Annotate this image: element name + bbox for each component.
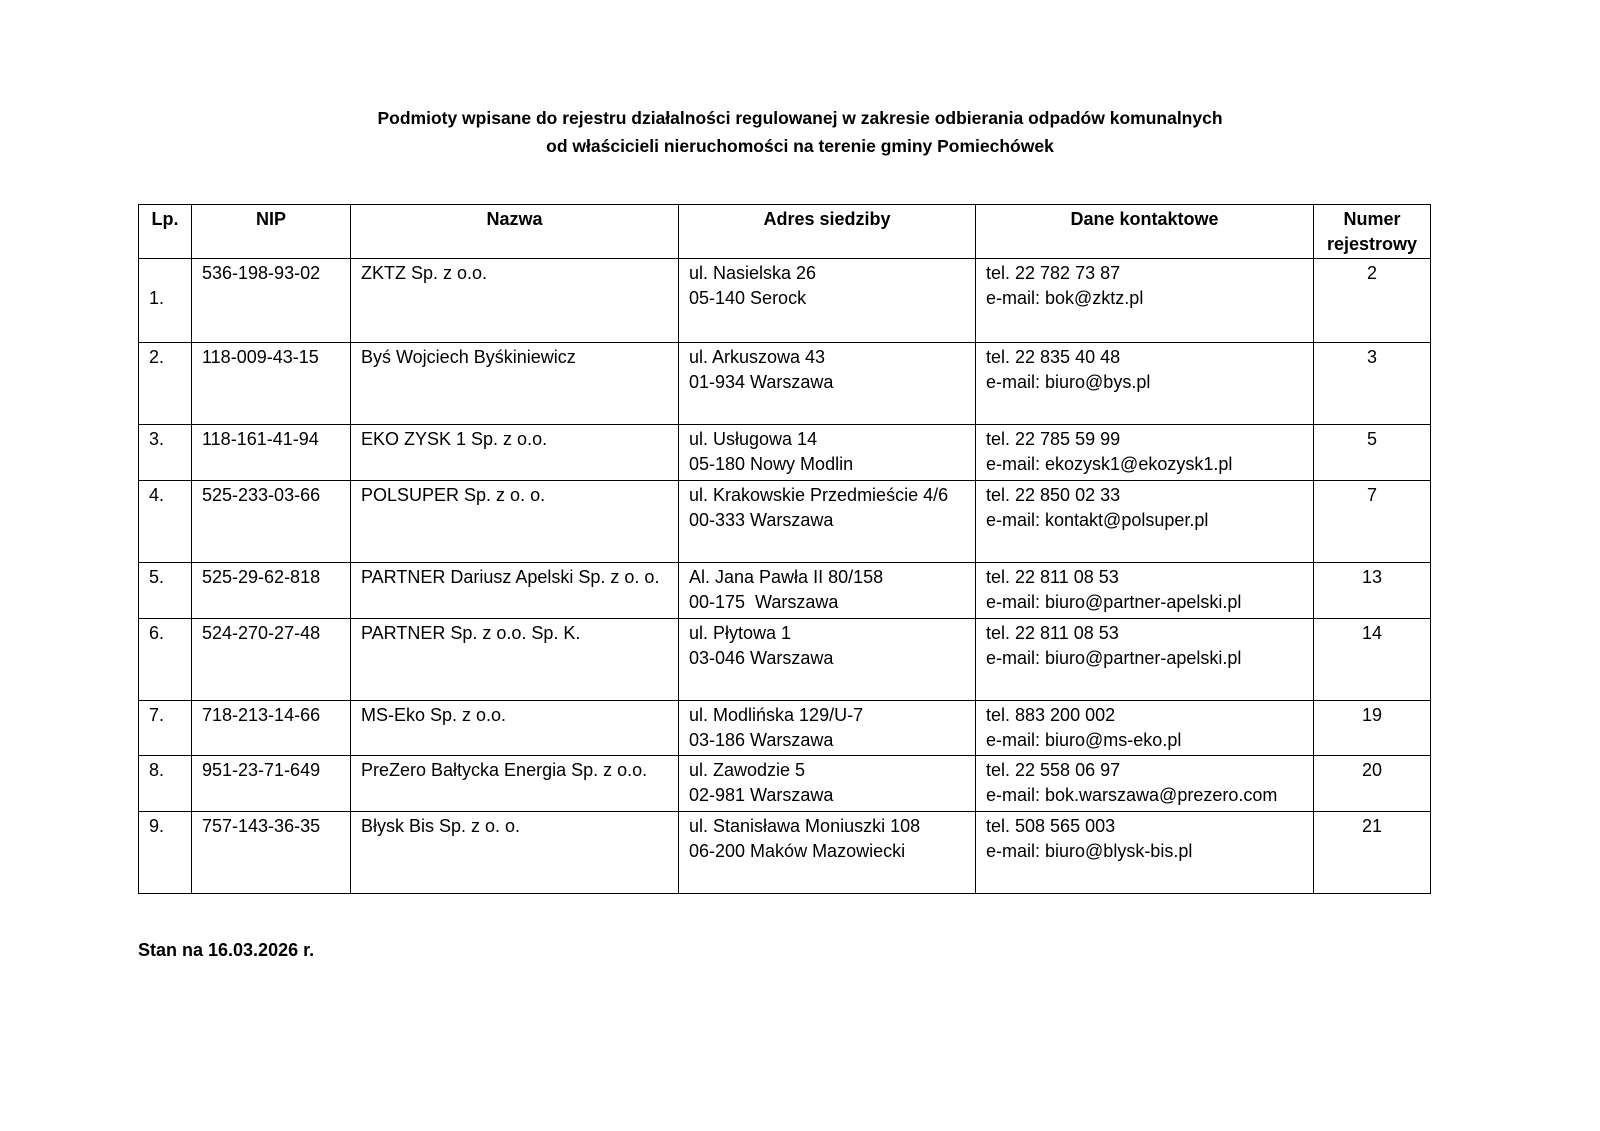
table-row	[139, 425, 1431, 481]
cell-numer: 21	[1314, 812, 1431, 894]
header-nazwa: Nazwa	[351, 205, 679, 259]
cell-kontakt	[976, 481, 1314, 563]
registry-table	[138, 204, 1431, 894]
adres-city: 00-333 Warszawa	[689, 510, 834, 530]
cell-lp: 3.	[139, 425, 192, 481]
contact-email: e-mail: kontakt@polsuper.pl	[986, 510, 1209, 530]
cell-adres	[679, 812, 976, 894]
cell-numer: 20	[1314, 756, 1431, 812]
cell-lp: 6.	[139, 619, 192, 701]
contact-phone: tel. 22 811 08 53	[986, 567, 1119, 587]
header-kontakt: Dane kontaktowe	[976, 205, 1314, 259]
document-title	[0, 104, 1600, 160]
contact-phone: tel. 22 850 02 33	[986, 485, 1121, 505]
contact-email: e-mail: biuro@ms-eko.pl	[986, 730, 1182, 750]
cell-nazwa: Byś Wojciech Byśkiniewicz	[351, 343, 679, 425]
header-adres: Adres siedziby	[679, 205, 976, 259]
adres-city: 03-046 Warszawa	[689, 648, 834, 668]
cell-lp: 7.	[139, 701, 192, 756]
cell-lp: 9.	[139, 812, 192, 894]
cell-lp: 2.	[139, 343, 192, 425]
cell-nazwa: ZKTZ Sp. z o.o.	[351, 259, 679, 343]
cell-adres	[679, 756, 976, 812]
table-row	[139, 563, 1431, 619]
adres-street: ul. Usługowa 14	[689, 429, 818, 449]
cell-adres	[679, 481, 976, 563]
table-row	[139, 259, 1431, 343]
table-row	[139, 343, 1431, 425]
cell-nazwa: Błysk Bis Sp. z o. o.	[351, 812, 679, 894]
cell-nip: 718-213-14-66	[192, 701, 351, 756]
cell-adres	[679, 619, 976, 701]
adres-street: ul. Zawodzie 5	[689, 760, 806, 780]
cell-nip: 951-23-71-649	[192, 756, 351, 812]
cell-kontakt	[976, 259, 1314, 343]
adres-street: ul. Stanisława Moniuszki 108	[689, 816, 921, 836]
adres-street: ul. Krakowskie Przedmieście 4/6	[689, 485, 949, 505]
cell-nazwa: POLSUPER Sp. z o. o.	[351, 481, 679, 563]
contact-email: e-mail: bok@zktz.pl	[986, 288, 1144, 308]
table-row	[139, 756, 1431, 812]
adres-street: ul. Arkuszowa 43	[689, 347, 826, 367]
cell-adres	[679, 701, 976, 756]
cell-adres	[679, 425, 976, 481]
cell-nip: 118-161-41-94	[192, 425, 351, 481]
contact-email: e-mail: ekozysk1@ekozysk1.pl	[986, 454, 1233, 474]
contact-phone: tel. 22 811 08 53	[986, 623, 1119, 643]
cell-kontakt	[976, 756, 1314, 812]
cell-nazwa: EKO ZYSK 1 Sp. z o.o.	[351, 425, 679, 481]
header-numer	[1314, 205, 1431, 259]
status-date: Stan na 16.03.2026 r.	[138, 940, 315, 960]
table-header-row	[139, 205, 1431, 259]
adres-city: 02-981 Warszawa	[689, 785, 834, 805]
title-line-1: Podmioty wpisane do rejestru działalności regulowanej w zakresie odbierania odpadów komunalnych	[377, 108, 1223, 128]
adres-city: 05-140 Serock	[689, 288, 807, 308]
cell-lp: 4.	[139, 481, 192, 563]
cell-lp: 1.	[139, 259, 192, 343]
adres-street: ul. Modlińska 129/U-7	[689, 705, 864, 725]
adres-city: 01-934 Warszawa	[689, 372, 834, 392]
cell-numer: 5	[1314, 425, 1431, 481]
cell-nazwa: PARTNER Dariusz Apelski Sp. z o. o.	[351, 563, 679, 619]
table-row	[139, 701, 1431, 756]
adres-street: Al. Jana Pawła II 80/158	[689, 567, 884, 587]
cell-numer: 7	[1314, 481, 1431, 563]
cell-nip: 525-233-03-66	[192, 481, 351, 563]
header-nip: NIP	[192, 205, 351, 259]
header-numer-line-1: Numer	[1343, 209, 1401, 229]
adres-city: 06-200 Maków Mazowiecki	[689, 841, 906, 861]
adres-street: ul. Nasielska 26	[689, 263, 817, 283]
cell-nazwa: PreZero Bałtycka Energia Sp. z o.o.	[351, 756, 679, 812]
cell-nip: 757-143-36-35	[192, 812, 351, 894]
contact-email: e-mail: biuro@partner-apelski.pl	[986, 648, 1242, 668]
table-row	[139, 481, 1431, 563]
table-row	[139, 812, 1431, 894]
contact-phone: tel. 22 835 40 48	[986, 347, 1121, 367]
cell-nip: 524-270-27-48	[192, 619, 351, 701]
adres-city: 05-180 Nowy Modlin	[689, 454, 854, 474]
contact-email: e-mail: biuro@partner-apelski.pl	[986, 592, 1242, 612]
cell-nazwa: PARTNER Sp. z o.o. Sp. K.	[351, 619, 679, 701]
cell-lp: 5.	[139, 563, 192, 619]
cell-numer: 2	[1314, 259, 1431, 343]
cell-nip: 118-009-43-15	[192, 343, 351, 425]
cell-kontakt	[976, 563, 1314, 619]
title-line-2: od właścicieli nieruchomości na terenie gminy Pomiechówek	[546, 136, 1054, 156]
cell-lp: 8.	[139, 756, 192, 812]
header-numer-line-2: rejestrowy	[1326, 234, 1418, 254]
cell-kontakt	[976, 619, 1314, 701]
cell-numer: 13	[1314, 563, 1431, 619]
contact-email: e-mail: bok.warszawa@prezero.com	[986, 785, 1278, 805]
cell-kontakt	[976, 343, 1314, 425]
contact-email: e-mail: biuro@bys.pl	[986, 372, 1151, 392]
contact-phone: tel. 508 565 003	[986, 816, 1116, 836]
cell-numer: 14	[1314, 619, 1431, 701]
contact-phone: tel. 22 782 73 87	[986, 263, 1121, 283]
cell-adres	[679, 343, 976, 425]
adres-street: ul. Płytowa 1	[689, 623, 792, 643]
adres-city: 03-186 Warszawa	[689, 730, 834, 750]
adres-city: 00-175 Warszawa	[689, 592, 839, 612]
header-lp: Lp.	[139, 205, 192, 259]
cell-nip: 525-29-62-818	[192, 563, 351, 619]
contact-phone: tel. 22 558 06 97	[986, 760, 1121, 780]
cell-adres	[679, 259, 976, 343]
cell-numer: 3	[1314, 343, 1431, 425]
cell-kontakt	[976, 425, 1314, 481]
contact-email: e-mail: biuro@blysk-bis.pl	[986, 841, 1193, 861]
contact-phone: tel. 883 200 002	[986, 705, 1116, 725]
cell-nazwa: MS-Eko Sp. z o.o.	[351, 701, 679, 756]
table-row	[139, 619, 1431, 701]
cell-numer: 19	[1314, 701, 1431, 756]
cell-adres	[679, 563, 976, 619]
contact-phone: tel. 22 785 59 99	[986, 429, 1121, 449]
cell-nip: 536-198-93-02	[192, 259, 351, 343]
cell-kontakt	[976, 701, 1314, 756]
cell-kontakt	[976, 812, 1314, 894]
